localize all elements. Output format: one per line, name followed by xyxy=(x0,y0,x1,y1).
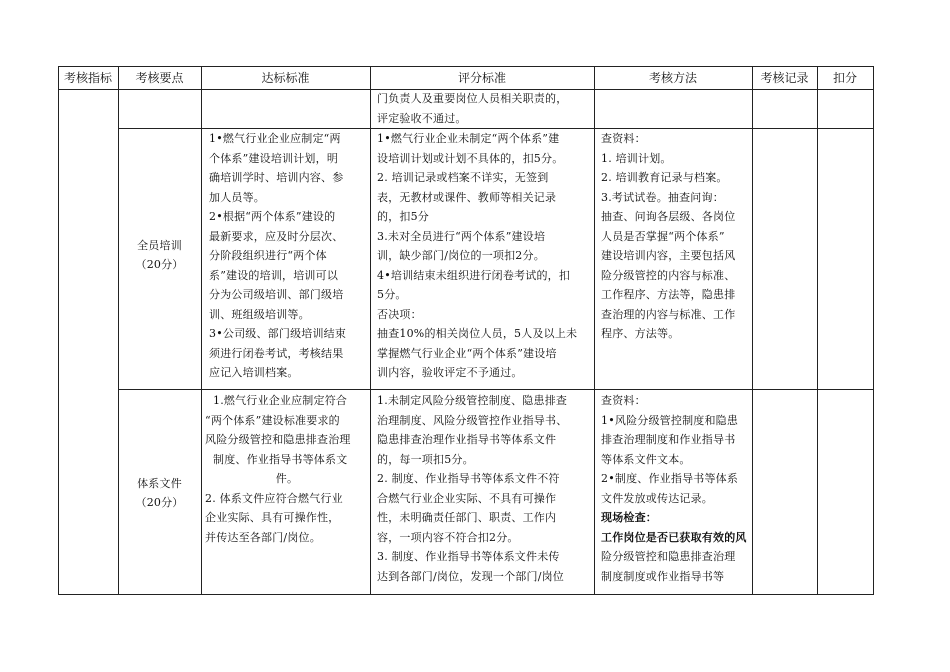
row2-key-point xyxy=(118,474,201,512)
text-line: 训内容，验收评定不予通过。 xyxy=(377,366,523,379)
text-line: 查资料： xyxy=(601,132,646,145)
text-line: 评定验收不通过。 xyxy=(377,111,467,125)
row1-bottom-border xyxy=(118,389,873,390)
text-line: 制度、作业指导书等体系文 xyxy=(213,452,348,466)
row0-scoring xyxy=(377,89,591,128)
text-line: 合燃气行业企业实际、不具有可操作 xyxy=(377,491,557,505)
text-line: 确培训学时、培训内容、参 xyxy=(209,171,344,184)
header-key-point: 考核要点 xyxy=(135,71,184,85)
row1-method xyxy=(601,129,751,344)
text-line: 2. 体系文件应符合燃气行业 xyxy=(205,491,343,505)
col-border-1 xyxy=(118,66,119,595)
header-record: 考核记录 xyxy=(760,71,809,85)
col-border-0 xyxy=(58,66,59,595)
text-line: 查资料： xyxy=(601,394,646,407)
text-line: 门负责人及重要岗位人员相关职责的， xyxy=(377,92,568,105)
text-line: 制度制度或作业指导书等 xyxy=(601,569,725,583)
text-line: 等体系文件文本。 xyxy=(601,452,691,466)
header-deduction: 扣分 xyxy=(832,71,857,85)
text-line: 人员是否掌握“两个体系” xyxy=(601,229,725,243)
text-line: 工作程序、方法等，隐患排 xyxy=(601,288,736,301)
text-line: 3.考试试卷。抽查问询： xyxy=(601,190,724,204)
text-line: 2•制度、作业指导书等体系 xyxy=(601,472,739,485)
text-line: 风险分级管控和隐患排查治理 xyxy=(205,433,351,446)
row2-method xyxy=(601,391,751,586)
text-line: 并传达至各部门/岗位。 xyxy=(205,530,321,544)
text-line: 2. 培训教育记录与档案。 xyxy=(601,171,728,184)
text-line: 1.燃气行业企业应制定符合 xyxy=(213,394,348,407)
header-method: 考核方法 xyxy=(648,71,697,85)
text-line: 1•燃气行业企业未制定“两个体系”建 xyxy=(377,132,560,145)
table-top-border xyxy=(58,66,873,67)
text-line: 分为公司级培训、部门级培 xyxy=(209,288,344,301)
key-point-title: 全员培训 xyxy=(137,239,182,252)
text-line: 企业实际、具有可操作性， xyxy=(205,511,340,524)
text-line: 训、班组级培训等。 xyxy=(209,307,310,321)
table-bottom-border xyxy=(58,594,873,595)
header-indicator: 考核指标 xyxy=(63,71,112,85)
text-line: 达到各部门/岗位，发现一个部门/岗位 xyxy=(377,569,565,583)
text-line: 建设培训内容，主要包括风 xyxy=(601,249,736,262)
text-line: 程序、方法等。 xyxy=(601,327,680,340)
key-point-title: 体系文件 xyxy=(137,477,182,490)
text-line: 排查治理制度和作业指导书 xyxy=(601,433,736,446)
text-line: 1•燃气行业企业应制定“两 xyxy=(209,132,341,145)
col-border-2 xyxy=(201,66,202,595)
text-line: 3.未对全员进行“两个体系”建设培 xyxy=(377,229,546,243)
row2-scoring xyxy=(377,391,593,586)
text-line: 险分级管控的内容与标准、 xyxy=(601,268,736,282)
text-line: 否决项： xyxy=(377,307,422,321)
text-line: 1.未制定风险分级管控制度、隐患排查 xyxy=(377,394,568,407)
text-line: 5分。 xyxy=(377,288,407,301)
text-line: 应记入培训档案。 xyxy=(209,366,299,379)
row1-scoring xyxy=(377,129,593,383)
text-line: 表，无教材或课件、教师等相关记录 xyxy=(377,190,557,204)
col-border-6 xyxy=(817,66,818,595)
text-line: 的，扣5分 xyxy=(377,210,429,223)
text-line: 最新要求，应及时分层次、 xyxy=(209,229,344,243)
col-border-7 xyxy=(873,66,874,595)
text-line: 文件发放或传达记录。 xyxy=(601,491,713,505)
text-line: 现场检查： xyxy=(601,511,657,524)
key-point-score: （20分） xyxy=(135,496,184,509)
text-line: 2•根据“两个体系”建设的 xyxy=(209,210,336,223)
col-border-4 xyxy=(594,66,595,595)
key-point-score: （20分） xyxy=(135,258,184,271)
text-line: 4•培训结束未组织进行闭卷考试的，扣 xyxy=(377,268,571,282)
text-line: 1•风险分级管控制度和隐患 xyxy=(601,413,739,427)
text-line: 查治理的内容与标准、工作 xyxy=(601,307,736,321)
text-line: 隐患排查治理作业指导书等体系文件 xyxy=(377,433,557,446)
col-border-3 xyxy=(370,66,371,595)
text-line: 2. 制度、作业指导书等体系文件不符 xyxy=(377,472,560,485)
text-line: 设培训计划或计划不具体的，扣5分。 xyxy=(377,151,564,165)
text-line: 工作岗位是否已获取有效的风 xyxy=(601,530,747,544)
text-line: 险分级管控和隐患排查治理 xyxy=(601,550,736,563)
col-border-5 xyxy=(752,66,753,595)
text-line: 抽查、问询各层级、各岗位 xyxy=(601,210,736,223)
text-line: 加人员等。 xyxy=(209,190,265,204)
text-line: 2. 培训记录或档案不详实，无签到 xyxy=(377,171,549,184)
text-line: 训，缺少部门/岗位的一项扣2分。 xyxy=(377,249,545,262)
text-line: “两个体系”建设标准要求的 xyxy=(205,413,340,427)
row2-standard xyxy=(205,391,369,547)
text-line: 1. 培训计划。 xyxy=(601,151,672,165)
text-line: 抽查10%的相关岗位人员，5人及以上未 xyxy=(377,327,578,340)
text-line: 3•公司级、部门级培训结束 xyxy=(209,327,347,340)
header-standard: 达标标准 xyxy=(261,71,310,85)
text-line: 系”建设的培训，培训可以 xyxy=(209,268,339,282)
text-line: 须进行闭卷考试，考核结果 xyxy=(209,346,344,360)
text-line: 容，一项内容不符合扣2分。 xyxy=(377,530,519,544)
text-line: 个体系”建设培训计划，明 xyxy=(209,151,339,165)
text-line: 分阶段组织进行“两个体 xyxy=(209,249,327,262)
text-line: 性，未明确责任部门、职责、工作内 xyxy=(377,511,557,524)
text-line: 的，每一项扣5分。 xyxy=(377,452,474,466)
text-line: 件。 xyxy=(275,472,299,485)
text-line: 治理制度、风险分级管控作业指导书、 xyxy=(377,413,568,427)
text-line: 掌握燃气行业企业“两个体系”建设培 xyxy=(377,346,557,360)
text-line: 3. 制度、作业指导书等体系文件未传 xyxy=(377,550,560,563)
row1-key-point xyxy=(118,236,201,274)
row1-standard xyxy=(209,129,369,383)
header-scoring: 评分标准 xyxy=(457,71,506,85)
